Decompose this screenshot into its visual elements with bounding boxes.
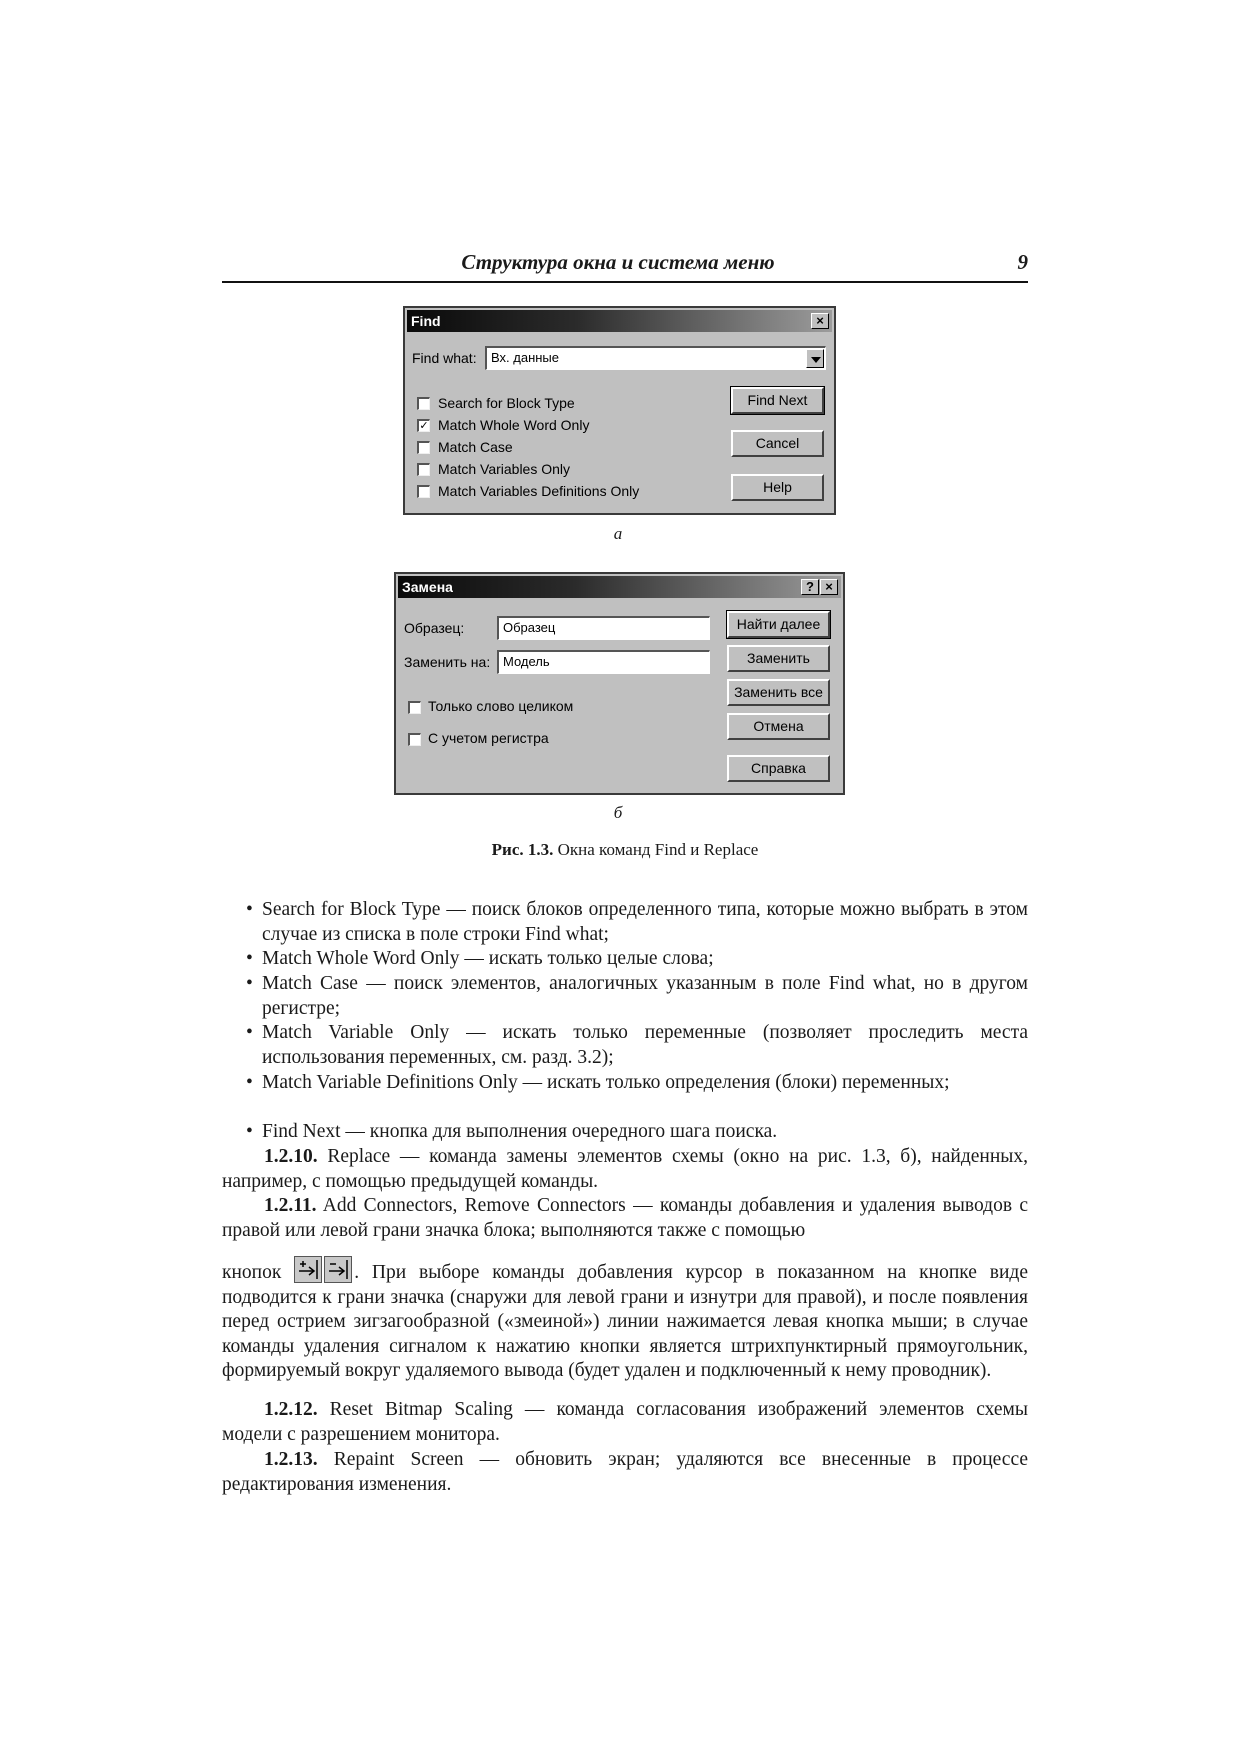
list-item	[246, 1120, 1028, 1145]
replace-dialog	[394, 572, 845, 795]
page-number: 9	[1017, 250, 1028, 274]
replace-dialog-titlebar	[398, 576, 841, 598]
paragraph-text: Reset Bitmap Scaling — команда согласования изображений элементов схемы модели с разрешением монитора.	[222, 1399, 1029, 1445]
remove-connector-icon	[324, 1256, 352, 1283]
bullet: •	[246, 1022, 253, 1043]
paragraph-text: кнопок	[222, 1262, 282, 1283]
find-dialog-titlebar	[407, 310, 832, 332]
figure-caption-a: а	[613, 524, 623, 543]
list-item-text: Find Next — кнопка для выполнения очередного шага поиска.	[262, 1121, 778, 1142]
connector-toolbar-icons	[294, 1256, 354, 1284]
list-item	[246, 972, 1028, 1021]
match-case-checkbox[interactable]	[408, 733, 421, 746]
figure-caption	[222, 840, 1028, 860]
list-item-text: Match Variable Only — искать только переменные (позволяет проследить места использования переменных, см. разд. 3.2);	[262, 1022, 1028, 1068]
match-variables-definitions-label: Match Variables Definitions Only	[438, 483, 640, 499]
figure-caption-text: Окна команд Find и Replace	[557, 840, 759, 859]
replace-all-button[interactable]: Заменить все	[727, 679, 830, 706]
paragraph-1-2-11	[222, 1194, 1028, 1243]
cancel-button[interactable]: Cancel	[731, 430, 824, 457]
bullet: •	[246, 973, 253, 994]
add-connector-icon	[294, 1256, 322, 1283]
find-dialog-title: Find	[411, 313, 441, 329]
paragraph-number: 1.2.12.	[264, 1399, 318, 1420]
paragraph-text: Repaint Screen — обновить экран; удаляются все внесенные в процессе редактирования изменения.	[222, 1449, 1029, 1495]
replace-dialog-title: Замена	[402, 579, 453, 595]
help-button[interactable]: Help	[731, 474, 824, 501]
cancel-button[interactable]: Отмена	[727, 713, 830, 740]
bullet: •	[246, 948, 253, 969]
figure-caption-b: б	[613, 803, 623, 822]
paragraph-text: Replace — команда замены элементов схемы (окно на рис. 1.3, б), найденных, например, с помощью предыдущей команды.	[222, 1146, 1029, 1192]
replace-with-label: Заменить на:	[404, 654, 491, 670]
find-what-label: Find what:	[412, 350, 477, 366]
list-item-text: Search for Block Type — поиск блоков определенного типа, которые можно выбрать в этом случае из списка в поле строки Find what;	[262, 899, 1028, 945]
list-item	[246, 898, 1028, 947]
paragraph-1-2-12	[222, 1398, 1028, 1447]
find-what-value: Вх. данные	[491, 350, 559, 365]
pattern-input[interactable]: Образец	[497, 616, 710, 640]
replace-button[interactable]: Заменить	[727, 645, 830, 672]
close-icon[interactable]: ×	[820, 579, 838, 595]
paragraph-1-2-10	[222, 1145, 1028, 1194]
match-variables-checkbox[interactable]	[417, 463, 430, 476]
chevron-down-icon[interactable]	[806, 349, 824, 368]
running-header-title: Структура окна и система меню	[461, 250, 775, 274]
list-item-text: Match Whole Word Only — искать только целые слова;	[262, 948, 714, 969]
figure-label: Рис. 1.3.	[491, 840, 554, 859]
help-button[interactable]: Справка	[727, 755, 830, 782]
paragraph-1-2-13	[222, 1448, 1028, 1497]
match-case-checkbox[interactable]	[417, 441, 430, 454]
bullet: •	[246, 1072, 253, 1093]
search-block-type-label: Search for Block Type	[438, 395, 575, 411]
match-whole-word-checkbox[interactable]: ✓	[417, 419, 430, 432]
whole-word-label: Только слово целиком	[428, 698, 574, 714]
paragraph-number: 1.2.11.	[264, 1195, 317, 1216]
list-item	[246, 1071, 1028, 1096]
match-case-label: С учетом регистра	[428, 730, 549, 746]
find-dialog	[403, 306, 836, 515]
search-block-type-checkbox[interactable]	[417, 397, 430, 410]
paragraph-1-2-11-cont	[222, 1256, 1028, 1384]
list-item	[246, 1021, 1028, 1070]
whole-word-checkbox[interactable]	[408, 701, 421, 714]
paragraph-text: Add Connectors, Remove Connectors — команды добавления и удаления выводов с правой или левой грани значка блока; выполняются также с помощью	[222, 1195, 1028, 1241]
match-case-label: Match Case	[438, 439, 513, 455]
list-item-text: Match Case — поиск элементов, аналогичных указанным в поле Find what, но в другом регистре;	[262, 973, 1028, 1019]
find-next-button[interactable]: Find Next	[731, 387, 824, 414]
paragraph-number: 1.2.10.	[264, 1146, 318, 1167]
match-variables-label: Match Variables Only	[438, 461, 571, 477]
paragraph-text: . При выборе команды добавления курсор в показанном на кнопке виде подводится к грани значка (снаружи для левой грани и изнутри для правой), и после появления перед острием зигзагообразной («змеиной») линии нажимается левая кнопка мыши; в случае команды удаления сигналом к нажатию кнопки является штрихпунктирный прямоугольник, формируемый вокруг удаляемого вывода (будет удален и подключенный к нему проводник).	[222, 1262, 1028, 1382]
help-icon[interactable]: ?	[801, 579, 819, 595]
paragraph-number: 1.2.13.	[264, 1449, 318, 1470]
list-item	[246, 947, 1028, 972]
bullet: •	[246, 1121, 253, 1142]
find-what-combobox[interactable]	[485, 346, 826, 370]
list-item-text: Match Variable Definitions Only — искать только определения (блоки) переменных;	[262, 1072, 950, 1093]
match-whole-word-label: Match Whole Word Only	[438, 417, 590, 433]
pattern-label: Образец:	[404, 620, 465, 636]
close-icon[interactable]: ×	[811, 313, 829, 329]
header-rule	[222, 281, 1028, 283]
find-next-button[interactable]: Найти далее	[727, 611, 830, 638]
match-variables-definitions-checkbox[interactable]	[417, 485, 430, 498]
bullet: •	[246, 899, 253, 920]
replace-with-input[interactable]: Модель	[497, 650, 710, 674]
